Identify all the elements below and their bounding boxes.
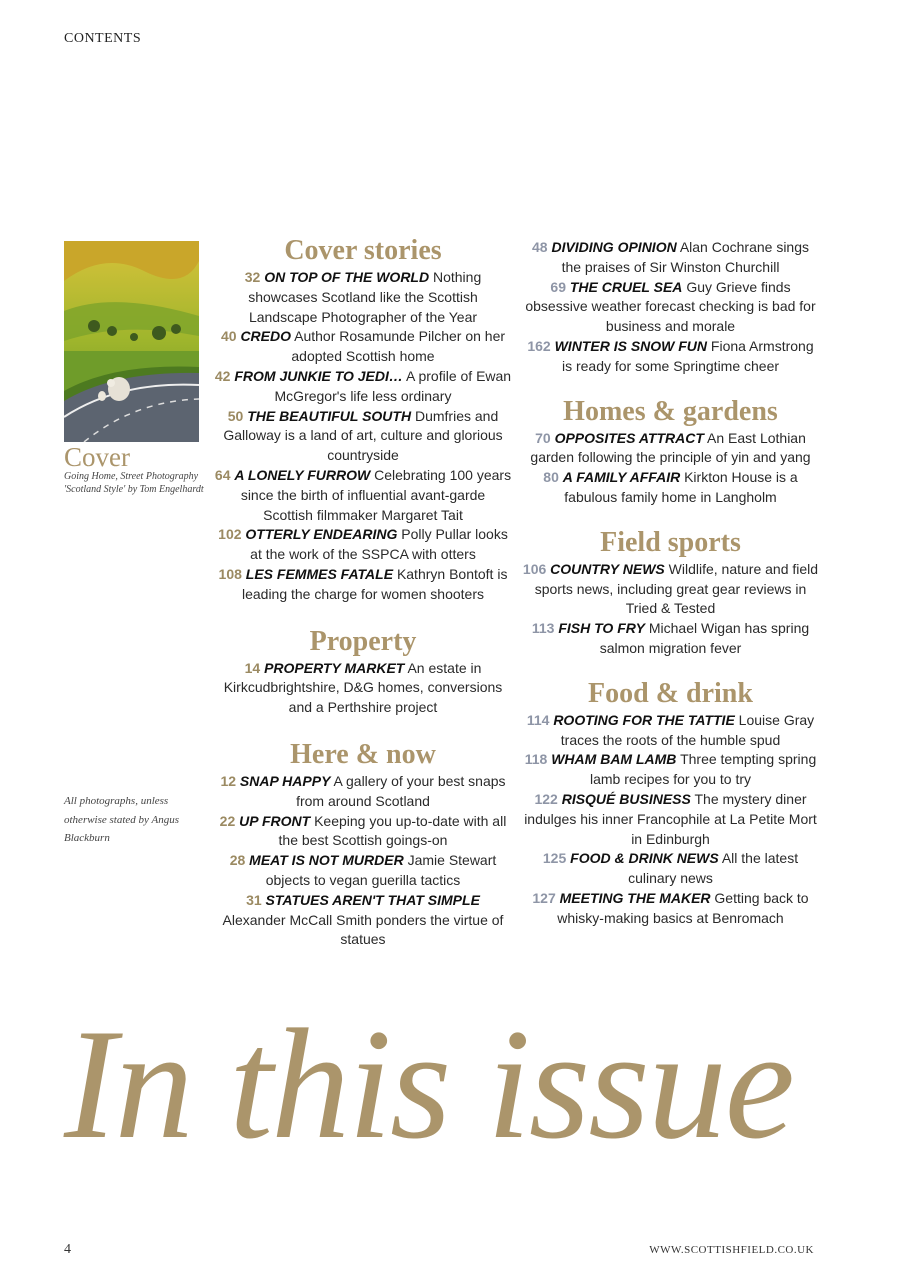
entry-page-number: 12 — [220, 772, 237, 789]
contents-entry — [522, 849, 819, 889]
entry-description: The mystery diner indulges his inner Francophile at La Petite Mort in Edinburgh — [524, 790, 817, 847]
entry-description: Michael Wigan has spring salmon migration fever — [599, 620, 810, 656]
entry-page-number: 118 — [524, 751, 548, 768]
photo-credit: All photographs, unless otherwise stated by Angus Blackburn — [64, 795, 179, 844]
contents-entry — [214, 565, 512, 605]
cover-caption: Going Home, Street Photography 'Scotland Style' by Tom Engelhardt — [64, 471, 204, 495]
entry-list — [214, 659, 512, 718]
entry-description: Louise Gray traces the roots of the humble spud — [560, 711, 815, 748]
entry-title: A LONELY FURROW — [234, 466, 371, 483]
entry-description: Kathryn Bontoft is leading the charge for women shooters — [241, 565, 508, 602]
entry-description: An East Lothian garden following the principle of yin and yang — [530, 429, 811, 466]
entry-description: Celebrating 100 years since the birth of influential avant-garde Scottish filmmaker Margaret Tait — [240, 466, 512, 523]
contents-entry — [214, 525, 512, 565]
section-opinion — [522, 238, 819, 377]
cover-photo-illustration — [64, 241, 199, 442]
entry-description: Jamie Stewart objects to vegan guerilla tactics — [265, 852, 497, 888]
entry-page-number: 14 — [244, 659, 261, 676]
entry-page-number: 70 — [535, 429, 551, 446]
section-here-now — [214, 738, 512, 950]
entry-title: DIVIDING OPINION — [551, 239, 677, 255]
entry-description: Three tempting spring lamb recipes for you to try — [589, 751, 817, 788]
entry-page-number: 42 — [214, 367, 231, 384]
entry-page-number: 69 — [550, 278, 566, 295]
contents-entry — [522, 429, 819, 469]
entry-title: ROOTING FOR THE TATTIE — [553, 711, 735, 728]
entry-page-number: 32 — [244, 269, 261, 285]
section-heading: Cover stories — [284, 235, 442, 266]
entry-page-number: 40 — [220, 328, 237, 345]
contents-entry — [214, 772, 512, 812]
entry-title: MEETING THE MAKER — [559, 889, 711, 906]
entry-title: LES FEMMES FATALE — [245, 565, 394, 582]
contents-entry — [522, 238, 819, 278]
contents-entry — [522, 619, 819, 659]
entry-title: FROM JUNKIE TO JEDI… — [234, 367, 403, 384]
entry-title: MEAT IS NOT MURDER — [249, 852, 404, 869]
entry-page-number: 162 — [527, 337, 551, 354]
section-food-drink — [522, 677, 819, 929]
entry-page-number: 28 — [229, 852, 246, 869]
section-homes-gardens — [522, 395, 819, 508]
entry-description: A profile of Ewan McGregor's life less ordinary — [274, 367, 512, 404]
entry-description: Polly Pullar looks at the work of the SSPCA with otters — [250, 526, 508, 563]
contents-entry — [522, 750, 819, 790]
contents-column-middle — [214, 234, 512, 970]
entry-title: COUNTRY NEWS — [550, 560, 665, 577]
contents-entry — [522, 790, 819, 849]
entry-page-number: 106 — [522, 560, 547, 577]
contents-entry — [522, 560, 819, 619]
section-heading: Property — [309, 625, 417, 657]
entry-title: ON TOP OF THE WORLD — [264, 269, 430, 285]
entry-page-number: 48 — [531, 239, 548, 255]
contents-entry — [522, 711, 819, 751]
section-heading: Homes & gardens — [563, 395, 778, 427]
entry-title: STATUES AREN'T THAT SIMPLE — [265, 891, 480, 908]
entry-description: All the latest culinary news — [628, 850, 799, 887]
entry-description: A gallery of your best snaps from around Scotland — [296, 772, 506, 809]
contents-entry — [214, 367, 512, 407]
entry-title: UP FRONT — [239, 812, 311, 829]
entry-list — [522, 560, 819, 659]
hero-title: In this issue — [64, 997, 793, 1172]
section-field-sports — [522, 526, 819, 659]
entry-description: Nothing showcases Scotland like the Scottish Landscape Photographer of the Year — [248, 269, 482, 325]
entry-title: OTTERLY ENDEARING — [245, 526, 398, 543]
contents-entry — [522, 278, 819, 337]
entry-page-number: 64 — [214, 466, 231, 483]
entry-description: Kirkton House is a fabulous family home in Langholm — [564, 469, 798, 505]
entry-title: WINTER IS SNOW FUN — [554, 337, 708, 354]
entry-page-number: 108 — [218, 565, 242, 582]
entry-description: An estate in Kirkcudbrightshire, D&G homes, conversions and a Perthshire project — [223, 659, 503, 716]
entry-description: Wildlife, nature and field sports news, including great gear reviews in Tried & Tested — [534, 560, 819, 617]
cover-photo — [64, 241, 199, 442]
entry-title: RISQUÉ BUSINESS — [561, 790, 691, 807]
entry-list — [214, 268, 512, 605]
contents-entry — [214, 407, 512, 466]
entry-title: A FAMILY AFFAIR — [562, 469, 681, 486]
contents-entry — [214, 327, 512, 367]
entry-list — [522, 429, 819, 508]
entry-description: Alexander McCall Smith ponders the virtue of statues — [222, 911, 504, 948]
entry-page-number: 114 — [526, 711, 550, 728]
entry-description: Fiona Armstrong is ready for some Springtime cheer — [561, 337, 814, 374]
entry-page-number: 31 — [246, 891, 262, 908]
entry-title: SNAP HAPPY — [239, 772, 331, 789]
entry-page-number: 127 — [532, 889, 556, 906]
entry-list — [522, 238, 819, 377]
entry-title: PROPERTY MARKET — [264, 659, 405, 676]
entry-description: Keeping you up-to-date with all the best Scottish goings-on — [278, 812, 507, 849]
entry-title: FISH TO FRY — [558, 620, 645, 637]
contents-entry — [214, 891, 512, 950]
contents-entry — [522, 889, 819, 929]
running-head: CONTENTS — [64, 31, 142, 46]
contents-column-right — [522, 238, 819, 947]
cover-title: Cover — [64, 442, 130, 472]
entry-title: OPPOSITES ATTRACT — [554, 429, 704, 446]
entry-title: THE BEAUTIFUL SOUTH — [247, 407, 412, 424]
entry-title: WHAM BAM LAMB — [551, 751, 677, 768]
entry-list — [522, 711, 819, 929]
contents-entry — [214, 851, 512, 891]
entry-description: Dumfries and Galloway is a land of art, culture and glorious countryside — [223, 407, 503, 464]
page-number: 4 — [64, 1242, 71, 1257]
contents-entry — [214, 659, 512, 718]
website-url: WWW.SCOTTISHFIELD.CO.UK — [649, 1244, 814, 1256]
contents-entry — [214, 466, 512, 525]
entry-description: Getting back to whisky-making basics at Benromach — [557, 889, 809, 926]
contents-entry — [522, 468, 819, 508]
section-heading: Here & now — [290, 738, 436, 770]
entry-description: Author Rosamunde Pilcher on her adopted Scottish home — [291, 328, 506, 365]
entry-description: Alan Cochrane sings the praises of Sir Winston Churchill — [561, 239, 809, 275]
entry-page-number: 122 — [534, 790, 558, 807]
section-heading: Food & drink — [588, 677, 753, 709]
entry-title: THE CRUEL SEA — [569, 278, 683, 295]
contents-entry — [214, 812, 512, 852]
entry-page-number: 22 — [219, 812, 236, 829]
entry-page-number: 125 — [542, 850, 567, 867]
entry-page-number: 113 — [531, 620, 555, 637]
section-property — [214, 625, 512, 718]
entry-page-number: 50 — [227, 407, 244, 424]
entry-page-number: 102 — [218, 526, 242, 543]
section-heading: Field sports — [600, 526, 741, 558]
entry-list — [214, 772, 512, 950]
entry-title: FOOD & DRINK NEWS — [570, 850, 719, 867]
entry-description: Guy Grieve finds obsessive weather forecast checking is bad for business and morale — [525, 278, 816, 335]
entry-title: CREDO — [240, 328, 291, 345]
section-cover-stories — [214, 234, 512, 605]
entry-page-number: 80 — [543, 469, 559, 486]
contents-entry — [214, 268, 512, 327]
contents-entry — [522, 337, 819, 377]
